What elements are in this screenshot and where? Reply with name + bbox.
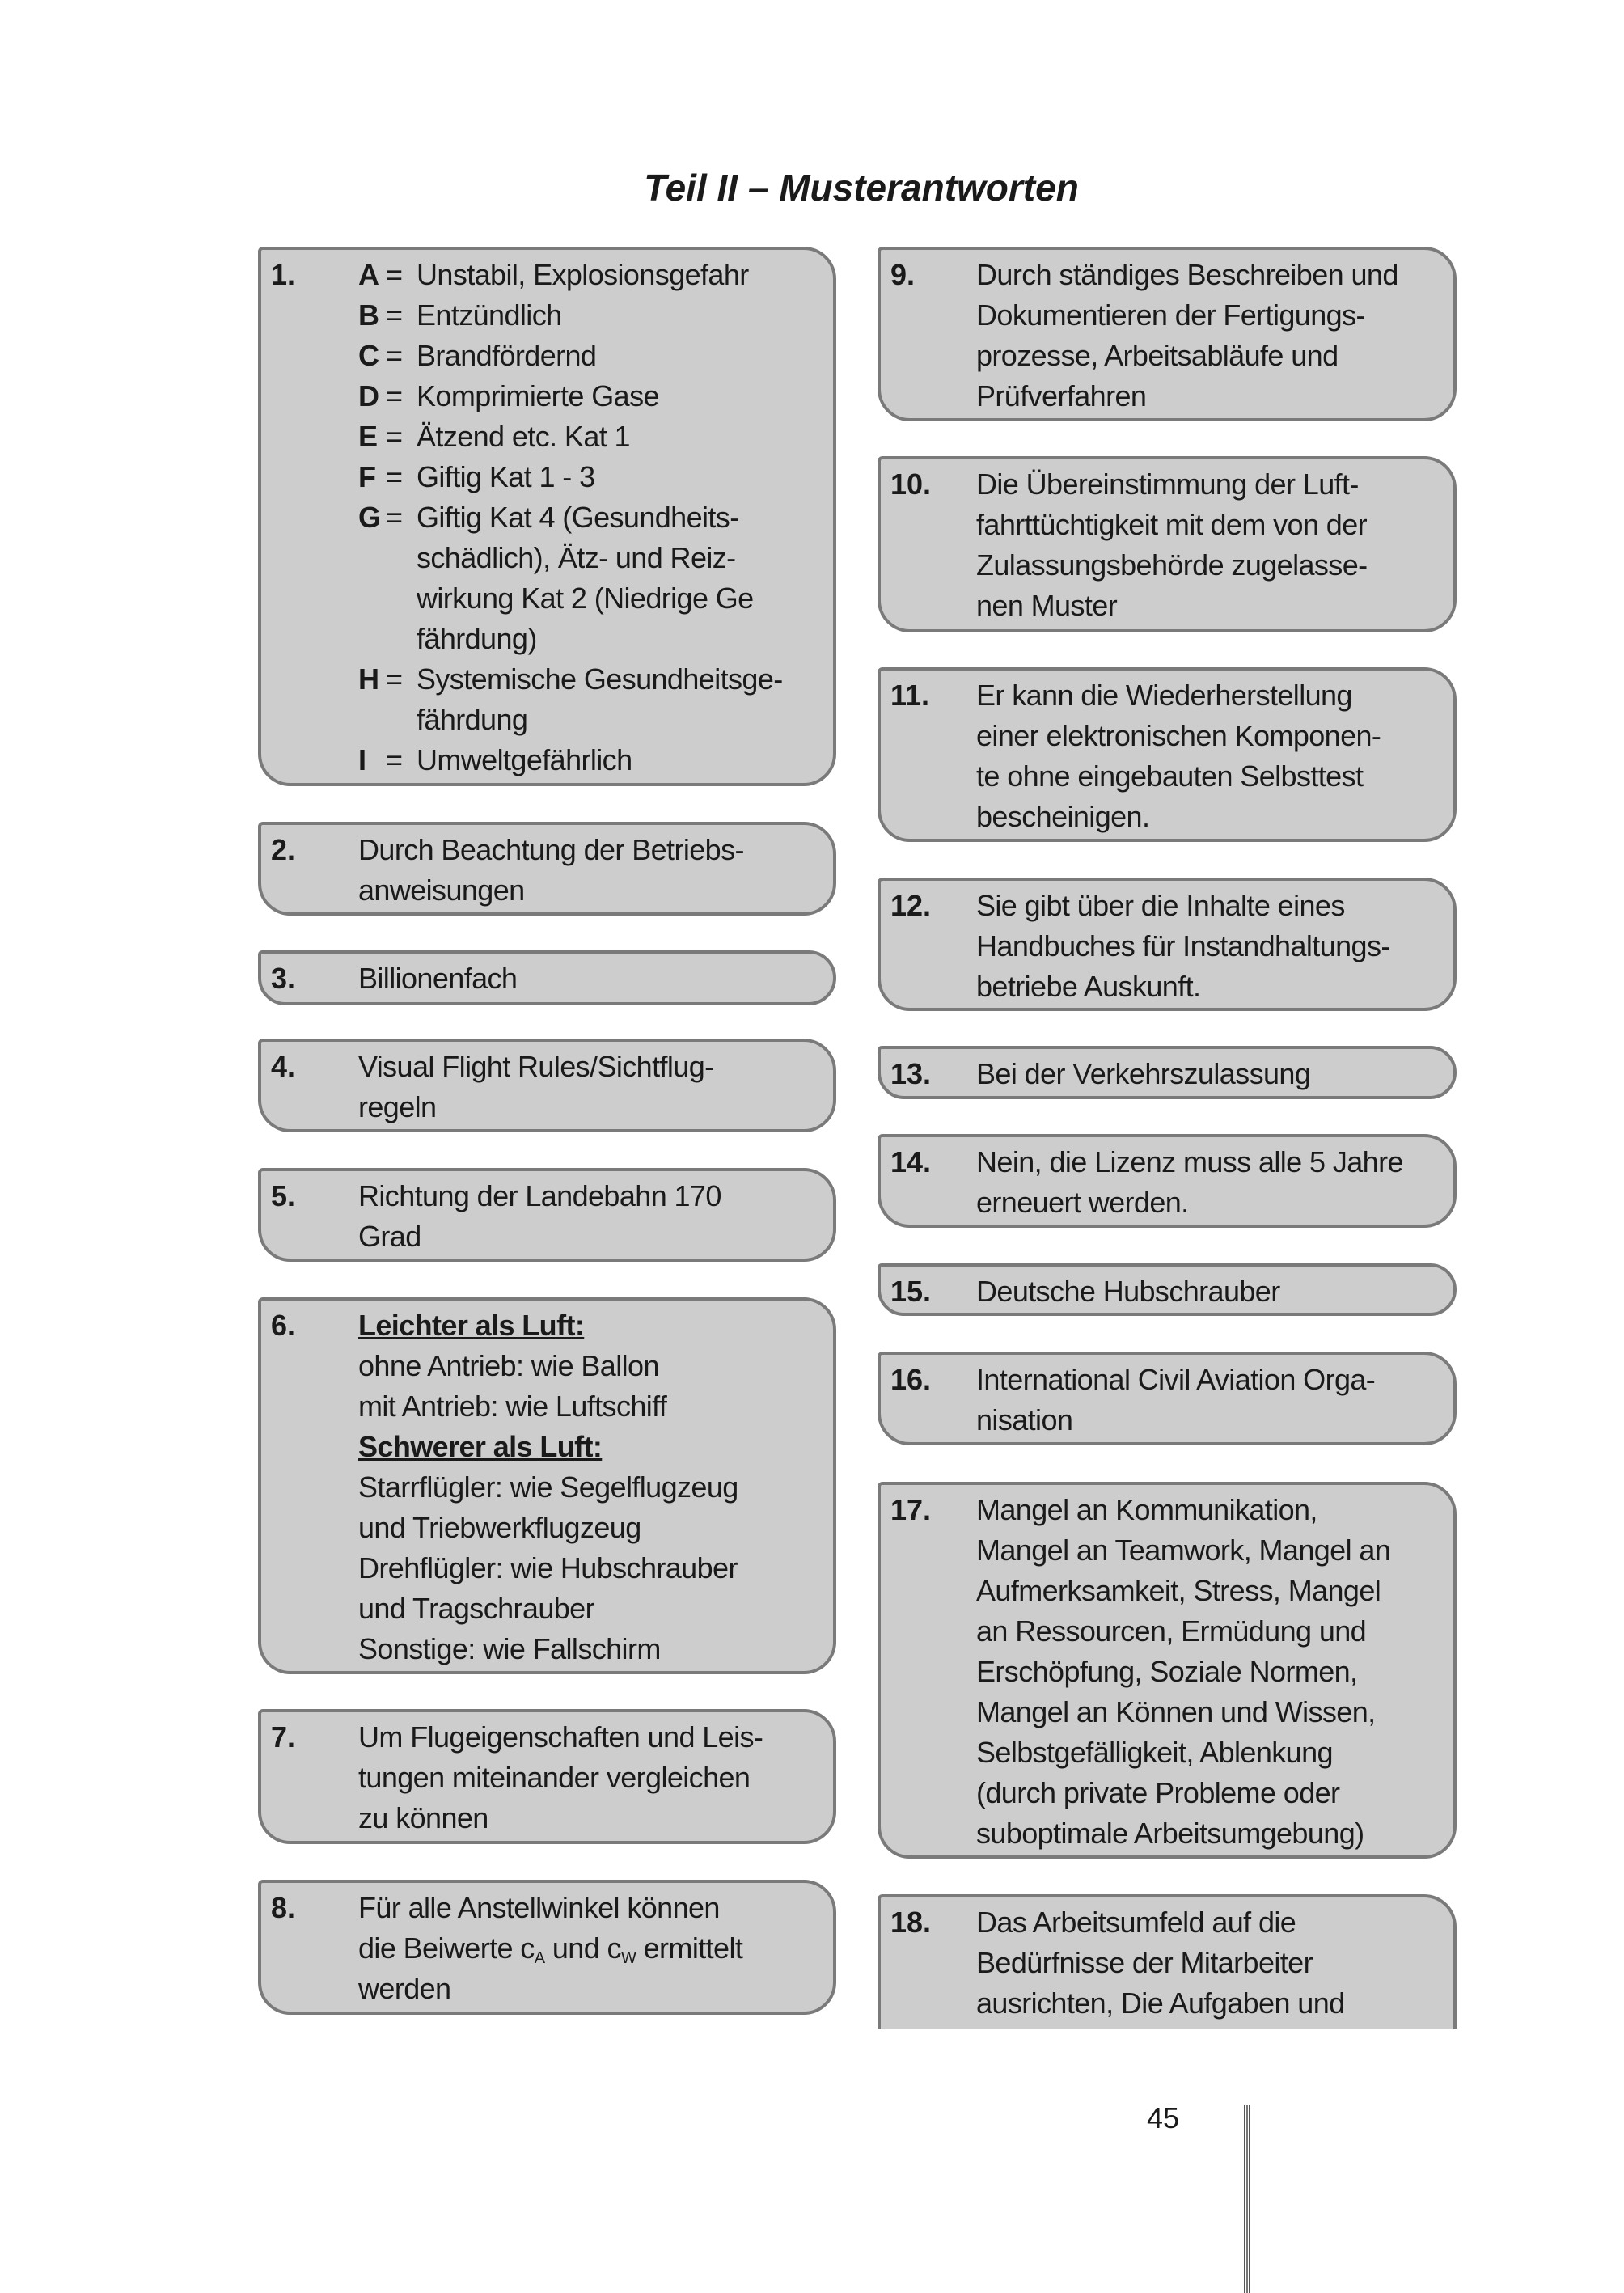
answer-box-10 — [878, 456, 1457, 632]
text-line: Komprimierte Gase — [417, 379, 659, 412]
text-line: Entzündlich — [417, 298, 562, 332]
answer-text — [976, 675, 1381, 837]
text-line: anweisungen — [358, 874, 525, 907]
margin-rule — [1244, 2105, 1250, 2293]
answer-number: 2. — [271, 833, 296, 866]
answer-box-14 — [878, 1134, 1457, 1228]
equals-sign: = — [386, 298, 403, 332]
answer-text — [976, 1490, 1390, 1854]
hazard-text — [417, 417, 630, 457]
equals-sign: = — [386, 339, 403, 372]
hazard-definition — [358, 295, 783, 336]
hazard-text — [417, 497, 754, 659]
answer-box-16 — [878, 1352, 1457, 1445]
text-line: einer elektronischen Komponen- — [976, 719, 1381, 752]
text-line: Mangel an Kommunikation, — [976, 1493, 1317, 1526]
text-line: Handbuches für Instandhaltungs- — [976, 929, 1390, 962]
text-line: die Beiwerte $c_A$ und $c_W$ ermittelt — [358, 1931, 743, 1967]
hazard-text — [417, 255, 749, 295]
text-line: bescheinigen. — [976, 800, 1150, 833]
answer-text — [976, 464, 1368, 626]
hazard-definition — [358, 376, 783, 417]
text-line: ohne Antrieb: wie Ballon — [358, 1349, 659, 1382]
answer-number: 13. — [890, 1057, 932, 1090]
answer-text — [976, 886, 1390, 1007]
text-line: Aufmerksamkeit, Stress, Mangel — [976, 1574, 1381, 1607]
answer-text — [358, 1047, 714, 1127]
text-line: Ätzend etc. Kat 1 — [417, 420, 630, 453]
hazard-text — [417, 457, 595, 497]
text-line: werden — [358, 1972, 451, 2005]
answer-number: 14. — [890, 1145, 932, 1178]
answer-box-11 — [878, 667, 1457, 842]
hazard-text — [417, 740, 632, 781]
answer-text — [358, 1305, 738, 1669]
answer-text — [358, 830, 744, 911]
text-line: Durch ständiges Beschreiben und — [976, 258, 1398, 291]
category-heading: Leichter als Luft: — [358, 1309, 585, 1342]
answer-text — [358, 255, 783, 781]
hazard-definition — [358, 457, 783, 497]
hazard-definition — [358, 255, 783, 295]
text-line: Brandfördernd — [417, 339, 597, 372]
hazard-key: A — [358, 258, 379, 291]
text-line: zu können — [358, 1801, 488, 1834]
hazard-key: E — [358, 420, 378, 453]
text-line: nisation — [976, 1403, 1073, 1436]
hazard-definition — [358, 336, 783, 376]
equals-sign: = — [386, 662, 403, 696]
answer-number: 9. — [890, 258, 916, 291]
answer-number: 18. — [890, 1906, 932, 1939]
answer-box-7 — [258, 1709, 836, 1844]
answer-text — [976, 1142, 1403, 1223]
text-line: Sonstige: wie Fallschirm — [358, 1632, 661, 1665]
text-line: Bedürfnisse der Mitarbeiter — [976, 1946, 1313, 1979]
hazard-key: F — [358, 460, 376, 493]
text-line: Um Flugeigenschaften und Leis- — [358, 1720, 763, 1754]
equals-sign: = — [386, 501, 403, 534]
text-line: Das Arbeitsumfeld auf die — [976, 1906, 1296, 1939]
answer-number: 10. — [890, 467, 932, 501]
text-line: Starrflügler: wie Segelflugzeug — [358, 1470, 738, 1504]
text-line: Nein, die Lizenz muss alle 5 Jahre — [976, 1145, 1403, 1178]
answer-text — [358, 1888, 742, 2009]
category-heading: Schwerer als Luft: — [358, 1430, 603, 1463]
answer-text — [976, 1360, 1375, 1441]
text-line: te ohne eingebauten Selbsttest — [976, 759, 1364, 793]
answer-number: 8. — [271, 1891, 296, 1924]
hazard-definition — [358, 659, 783, 740]
text-line: Selbstgefälligkeit, Ablenkung — [976, 1736, 1333, 1769]
text-line: Bei der Verkehrszulassung — [976, 1057, 1311, 1090]
text-line: Die Übereinstimmung der Luft- — [976, 467, 1359, 501]
text-line: Dokumentieren der Fertigungs- — [976, 298, 1365, 332]
answer-box-6 — [258, 1297, 836, 1674]
text-line: Systemische Gesundheitsge- — [417, 662, 783, 696]
text-line: suboptimale Arbeitsumgebung) — [976, 1817, 1364, 1850]
text-line: (durch private Probleme oder — [976, 1776, 1340, 1809]
answer-text — [976, 255, 1398, 417]
text-line: Durch Beachtung der Betriebs- — [358, 833, 744, 866]
text-line: Deutsche Hubschrauber — [976, 1275, 1280, 1308]
equals-sign: = — [386, 379, 403, 412]
hazard-key: C — [358, 339, 379, 372]
text-line: Giftig Kat 1 - 3 — [417, 460, 595, 493]
text-line: Grad — [358, 1220, 421, 1253]
answer-text — [358, 958, 517, 999]
text-line: Erschöpfung, Soziale Normen, — [976, 1655, 1358, 1688]
text-line: Visual Flight Rules/Sichtflug- — [358, 1050, 714, 1083]
text-line: tungen miteinander vergleichen — [358, 1761, 751, 1794]
text-line: Mangel an Können und Wissen, — [976, 1695, 1376, 1728]
text-line: Er kann die Wiederherstellung — [976, 679, 1352, 712]
hazard-text — [417, 295, 562, 336]
answer-number: 5. — [271, 1179, 296, 1212]
page-number: 45 — [1147, 2101, 1180, 2134]
text-line: an Ressourcen, Ermüdung und — [976, 1614, 1367, 1648]
answer-number: 16. — [890, 1363, 932, 1396]
hazard-definition — [358, 740, 783, 781]
answer-box-3 — [258, 950, 836, 1005]
text-line: prozesse, Arbeitsabläufe und — [976, 339, 1339, 372]
answer-number: 3. — [271, 962, 296, 995]
text-line: Unstabil, Explosionsgefahr — [417, 258, 749, 291]
text-line: Für alle Anstellwinkel können — [358, 1891, 720, 1924]
equals-sign: = — [386, 743, 403, 776]
hazard-text — [417, 376, 659, 417]
hazard-key: B — [358, 298, 379, 332]
text-line: und Triebwerkflugzeug — [358, 1511, 641, 1544]
answer-box-2 — [258, 822, 836, 916]
hazard-key: D — [358, 379, 379, 412]
answer-box-12 — [878, 878, 1457, 1011]
answer-text — [976, 1054, 1310, 1094]
hazard-key: H — [358, 662, 379, 696]
page-title: Teil II – Musterantworten — [644, 167, 1079, 209]
answer-number: 7. — [271, 1720, 296, 1754]
text-line: schädlich), Ätz- und Reiz- — [417, 541, 736, 574]
text-line: nen Muster — [976, 589, 1118, 622]
text-line: Umweltgefährlich — [417, 743, 632, 776]
subscript: A — [534, 1949, 545, 1967]
text-line: betriebe Auskunft. — [976, 970, 1201, 1003]
text-line: ausrichten, Die Aufgaben und — [976, 1986, 1345, 2020]
text-line: fährdung) — [417, 622, 537, 655]
text-line: Sie gibt über die Inhalte eines — [976, 889, 1345, 922]
answer-number: 4. — [271, 1050, 296, 1083]
text-line: Prüfverfahren — [976, 379, 1147, 412]
text-line: International Civil Aviation Orga- — [976, 1363, 1376, 1396]
answer-number: 17. — [890, 1493, 932, 1526]
answer-text — [358, 1717, 763, 1838]
answer-box-4 — [258, 1039, 836, 1132]
answer-number: 6. — [271, 1309, 296, 1342]
text-line: Richtung der Landebahn 170 — [358, 1179, 721, 1212]
text-line: und Tragschrauber — [358, 1592, 594, 1625]
text-line: Giftig Kat 4 (Gesundheits- — [417, 501, 739, 534]
answer-box-15 — [878, 1263, 1457, 1316]
hazard-key: G — [358, 501, 381, 534]
answer-number: 11. — [890, 679, 930, 712]
text-line: erneuert werden. — [976, 1186, 1189, 1219]
answer-box-5 — [258, 1168, 836, 1262]
answer-number: 1. — [271, 258, 296, 291]
subscript: W — [620, 1949, 636, 1967]
answer-text — [976, 1271, 1280, 1312]
text-line: Drehflügler: wie Hubschrauber — [358, 1551, 738, 1584]
text-line: Mangel an Teamwork, Mangel an — [976, 1534, 1391, 1567]
text-line: wirkung Kat 2 (Niedrige Ge — [417, 582, 754, 615]
hazard-text — [417, 659, 783, 740]
text-line: Billionenfach — [358, 962, 518, 995]
text-line: regeln — [358, 1090, 437, 1123]
answer-box-1 — [258, 247, 836, 786]
answer-number: 12. — [890, 889, 932, 922]
text-line: fährdung — [417, 703, 528, 736]
answer-box-18 — [878, 1894, 1457, 2029]
hazard-definition — [358, 497, 783, 659]
answer-text — [358, 1176, 721, 1257]
hazard-text — [417, 336, 596, 376]
answer-number: 15. — [890, 1275, 932, 1308]
equals-sign: = — [386, 460, 403, 493]
equals-sign: = — [386, 258, 403, 291]
equals-sign: = — [386, 420, 403, 453]
text-line: mit Antrieb: wie Luftschiff — [358, 1390, 667, 1423]
answer-box-17 — [878, 1482, 1457, 1859]
answer-text — [976, 1902, 1345, 2024]
hazard-key: I — [358, 743, 366, 776]
answer-box-9 — [878, 247, 1457, 421]
text-line: Zulassungsbehörde zugelasse- — [976, 548, 1368, 582]
text-line: fahrttüchtigkeit mit dem von der — [976, 508, 1368, 541]
answer-box-13 — [878, 1046, 1457, 1099]
hazard-definition — [358, 417, 783, 457]
answer-box-8 — [258, 1880, 836, 2015]
